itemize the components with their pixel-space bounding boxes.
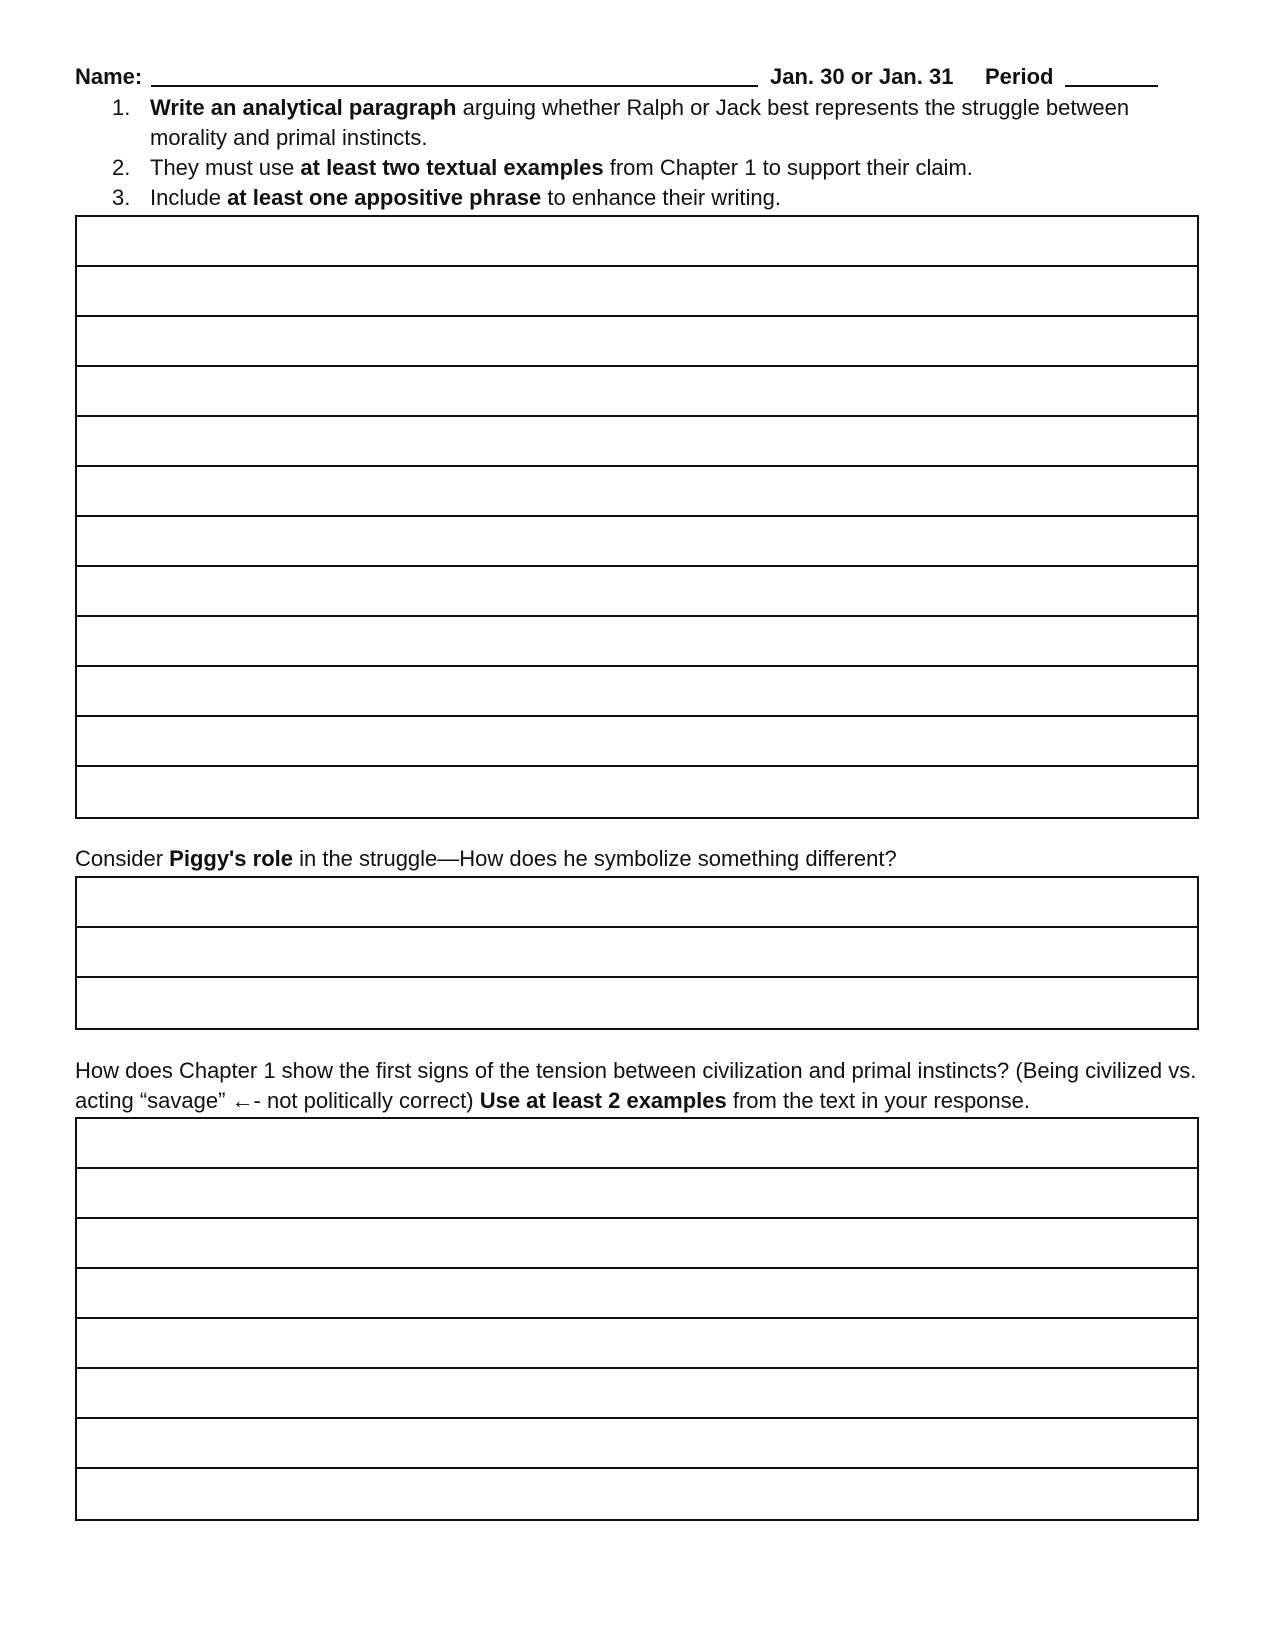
header-row <box>75 62 1175 92</box>
answer-line[interactable] <box>77 667 1197 717</box>
prompt-text: Consider <box>75 846 170 871</box>
name-blank[interactable] <box>151 85 758 87</box>
answer-line[interactable] <box>77 1119 1197 1169</box>
answer-line[interactable] <box>77 1469 1197 1519</box>
instruction-number: 2. <box>112 155 131 180</box>
chapter-prompt <box>75 1056 1205 1116</box>
answer-line[interactable] <box>77 978 1197 1028</box>
answer-line[interactable] <box>77 767 1197 817</box>
name-label: Name: <box>75 64 143 89</box>
instruction-bold: at least two textual examples <box>300 155 604 180</box>
period-label: Period <box>985 64 1054 89</box>
date-text: Jan. 30 or Jan. 31 <box>770 64 954 89</box>
answer-line[interactable] <box>77 878 1197 928</box>
instruction-item-1 <box>75 93 1185 153</box>
answer-line[interactable] <box>77 267 1197 317</box>
instruction-text: from Chapter 1 to support their claim. <box>603 155 973 180</box>
answer-line[interactable] <box>77 928 1197 978</box>
answer-line[interactable] <box>77 1319 1197 1369</box>
instruction-bold: at least one appositive phrase <box>227 185 542 210</box>
instruction-text: arguing whether Ralph or Jack best represents the struggle between morality and primal instincts. <box>150 95 1130 150</box>
answer-line[interactable] <box>77 717 1197 767</box>
answer-line[interactable] <box>77 567 1197 617</box>
answer-line[interactable] <box>77 1269 1197 1319</box>
answer-line[interactable] <box>77 517 1197 567</box>
answer-line[interactable] <box>77 1419 1197 1469</box>
instruction-text: They must use <box>150 155 301 180</box>
answer-line[interactable] <box>77 317 1197 367</box>
prompt-text: in the struggle—How does he symbolize something different? <box>292 846 897 871</box>
instructions-list <box>75 93 1185 213</box>
prompt-text: from the text in your response. <box>726 1088 1031 1113</box>
chapter-answer-box[interactable] <box>75 1117 1199 1521</box>
instruction-item-2 <box>75 153 1185 183</box>
instruction-item-3 <box>75 183 1185 213</box>
prompt-bold: Piggy's role <box>169 846 293 871</box>
answer-line[interactable] <box>77 467 1197 517</box>
answer-line[interactable] <box>77 1219 1197 1269</box>
period-blank[interactable] <box>1065 85 1158 87</box>
analytical-paragraph-answer-box[interactable] <box>75 215 1199 819</box>
instruction-bold: Write an analytical paragraph <box>150 95 457 120</box>
answer-line[interactable] <box>77 1369 1197 1419</box>
answer-line[interactable] <box>77 217 1197 267</box>
answer-line[interactable] <box>77 417 1197 467</box>
answer-line[interactable] <box>77 367 1197 417</box>
answer-line[interactable] <box>77 1169 1197 1219</box>
prompt-text: How does Chapter 1 show the first signs of the tension between civilization and primal instincts? (Being civilized vs. acting “savage” ←- not politically correct) <box>75 1058 1197 1113</box>
instruction-text: to enhance their writing. <box>541 185 781 210</box>
answer-line[interactable] <box>77 617 1197 667</box>
piggy-answer-box[interactable] <box>75 876 1199 1030</box>
prompt-bold: Use at least 2 examples <box>479 1088 727 1113</box>
piggy-prompt <box>75 844 1205 874</box>
instruction-text: Include <box>150 185 228 210</box>
instruction-number: 3. <box>112 185 131 210</box>
instruction-number: 1. <box>112 95 131 120</box>
